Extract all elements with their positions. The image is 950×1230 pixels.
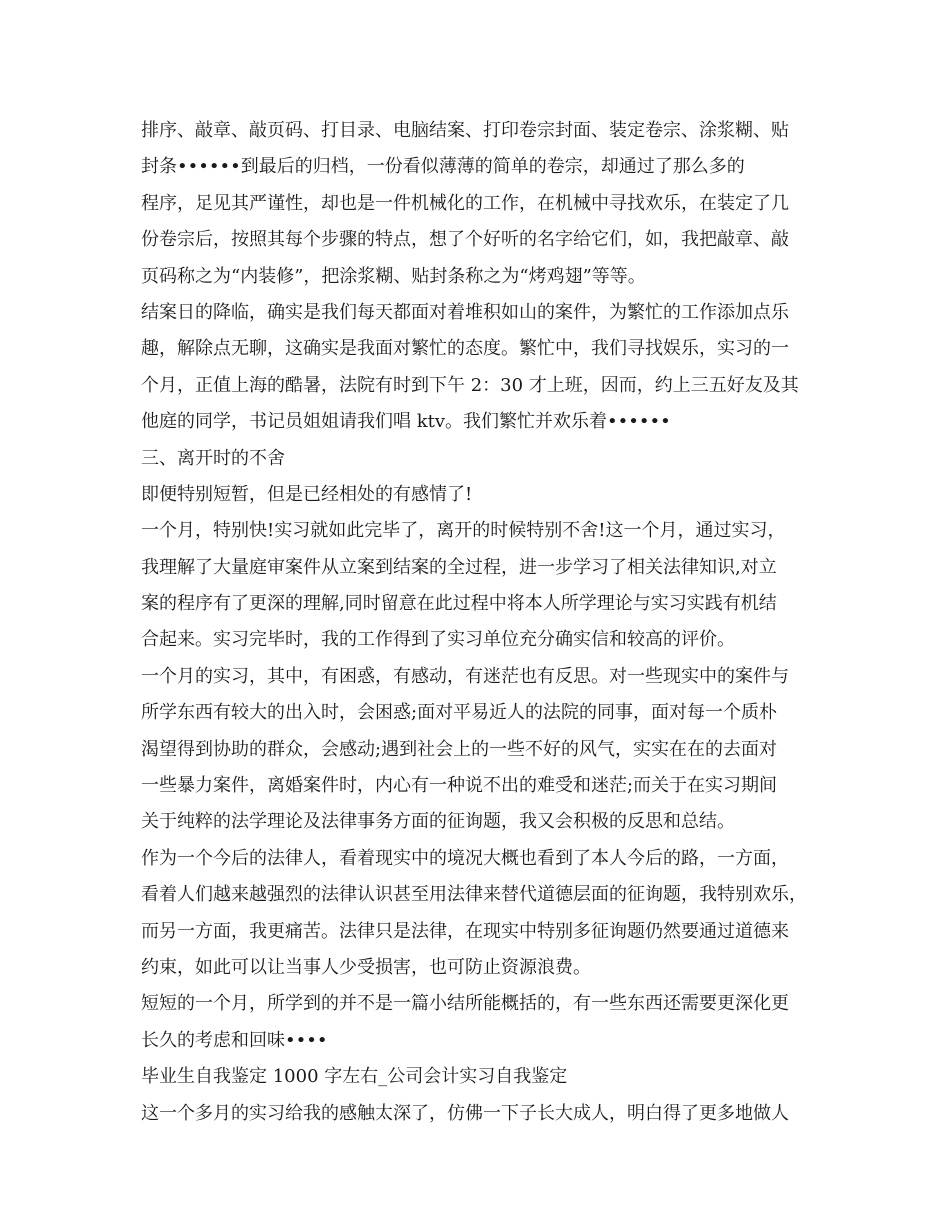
text-line: 案的程序有了更深的理解,同时留意在此过程中将本人所学理论与实习实践有机结	[141, 593, 777, 615]
text-line: 即便特别短暂，但是已经相处的有感情了!	[141, 483, 473, 505]
text-line: 个月，正值上海的酷暑，法院有时到下午 2：30 才上班，因而，约上三五好友及其	[141, 374, 799, 396]
text-line: 一些暴力案件，离婚案件时，内心有一种说不出的难受和迷茫;而关于在实习期间	[141, 775, 778, 797]
text-line: 一个月的实习，其中，有困惑，有感动，有迷茫也有反思。对一些现实中的案件与	[141, 665, 789, 687]
text-line: 短短的一个月，所学到的并不是一篇小结所能概括的，有一些东西还需要更深化更	[141, 993, 789, 1015]
text-line: 渴望得到协助的群众，会感动;遇到社会上的一些不好的风气，实实在在的去面对	[141, 738, 778, 760]
text-line: 程序，足见其严谨性，却也是一件机械化的工作，在机械中寻找欢乐，在装定了几	[141, 192, 789, 214]
text-line: 所学东西有较大的出入时，会困惑;面对平易近人的法院的同事，面对每一个质朴	[141, 702, 778, 724]
article-title: 毕业生自我鉴定 1000 字左右_公司会计实习自我鉴定	[141, 1066, 568, 1088]
text-line: 份卷宗后，按照其每个步骤的特点，想了个好听的名字给它们，如，我把敲章、敲	[141, 229, 789, 251]
text-line: 关于纯粹的法学理论及法律事务方面的征询题，我又会积极的反思和总结。	[141, 811, 735, 833]
text-line: 趣，解除点无聊，这确实是我面对繁忙的态度。繁忙中，我们寻找娱乐，实习的一	[141, 338, 789, 360]
text-line: 结案日的降临，确实是我们每天都面对着堆积如山的案件，为繁忙的工作添加点乐	[141, 301, 789, 323]
document-body	[141, 113, 826, 1132]
section-heading: 三、离开时的不舍	[141, 447, 285, 469]
text-line: 他庭的同学，书记员姐姐请我们唱 ktv。我们繁忙并欢乐着••••••	[141, 411, 671, 433]
text-line: 合起来。实习完毕时，我的工作得到了实习单位充分确实信和较高的评价。	[141, 629, 735, 651]
text-line: 这一个多月的实习给我的感触太深了，仿佛一下子长大成人，明白得了更多地做人	[141, 1102, 789, 1124]
text-line: 而另一方面，我更痛苦。法律只是法律，在现实中特别多征询题仍然要通过道德来	[141, 920, 789, 942]
text-line: 长久的考虑和回味••••	[141, 1029, 328, 1051]
text-line: 看着人们越来越强烈的法律认识甚至用法律来替代道德层面的征询题，我特别欢乐，	[141, 884, 807, 906]
text-line: 作为一个今后的法律人，看着现实中的境况大概也看到了本人今后的路，一方面，	[141, 847, 789, 869]
text-line: 封条••••••到最后的归档，一份看似薄薄的简单的卷宗，却通过了那么多的	[141, 156, 745, 178]
text-line: 约束，如此可以让当事人少受损害，也可防止资源浪费。	[141, 956, 591, 978]
text-line: 排序、敲章、敲页码、打目录、电脑结案、打印卷宗封面、装定卷宗、涂浆糊、贴	[141, 120, 789, 141]
text-line: 我理解了大量庭审案件从立案到结案的全过程，进一步学习了相关法律知识,对立	[141, 556, 777, 578]
text-line: 一个月，特别快!实习就如此完毕了，离开的时候特别不舍!这一个月，通过实习，	[141, 520, 786, 542]
text-line: 页码称之为“内装修”，把涂浆糊、贴封条称之为“烤鸡翅”等等。	[141, 265, 646, 287]
